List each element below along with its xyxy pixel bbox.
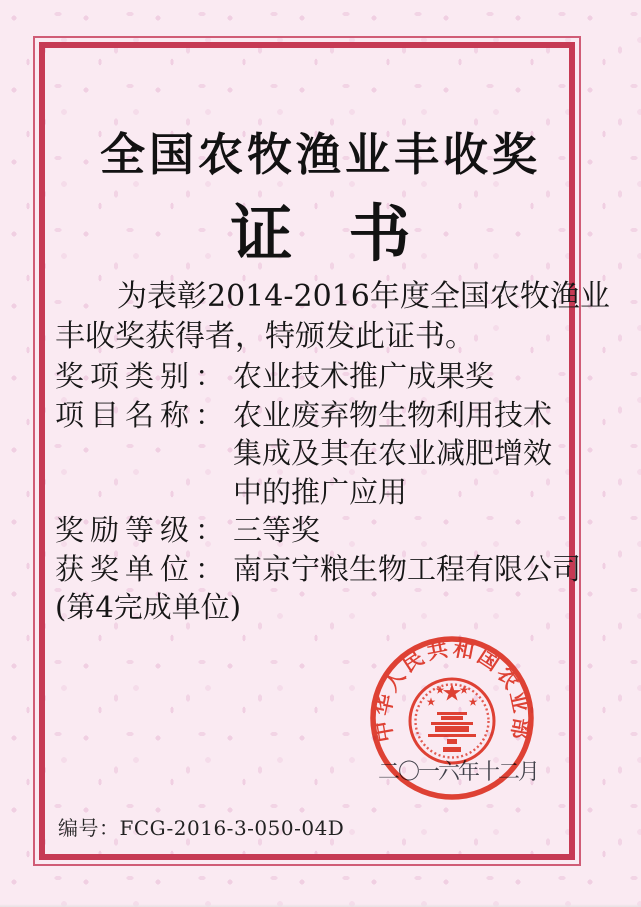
award-name: 全国农牧渔业丰收奖 [99, 128, 541, 181]
certificate-body [55, 277, 610, 627]
field-award-grade [55, 511, 570, 550]
field-label: 获奖单位： [55, 551, 231, 586]
certificate-title-char: 证 [230, 197, 293, 270]
field-label: 奖励等级： [55, 513, 231, 547]
field-value: 农业废弃物生物利用技术 集成及其在农业减肥增效 中的推广应用 [233, 397, 553, 509]
field-label: 奖项类别： [55, 359, 231, 393]
field-value: 农业技术推广成果奖 [233, 359, 495, 393]
field-value: 三等奖 [233, 513, 321, 547]
certificate-title-char: 书 [348, 197, 411, 270]
serial-number: FCG-2016-3-050-04D [119, 816, 345, 840]
certificate-title [0, 184, 641, 273]
citation-line: 丰收奖获得者，特颁发此证书。 [55, 319, 475, 354]
citation-paragraph [55, 277, 610, 357]
serial-label: 编号： [58, 816, 120, 840]
serial-number-line [58, 812, 344, 841]
completion-unit-note: (第4完成单位) [55, 590, 242, 624]
citation-line: 为表彰2014-2016年度全国农牧渔业 [117, 279, 610, 314]
seal-authority-text: 中华人民共和国农业部 [370, 636, 534, 744]
issue-date: 二〇一六年十二月 [378, 760, 539, 785]
field-project-name [55, 396, 570, 512]
field-award-category [55, 357, 570, 396]
field-value: 南京宁粮生物工程有限公司 [233, 551, 582, 586]
official-seal [367, 633, 537, 803]
field-awarded-unit [55, 550, 582, 589]
national-emblem-icon [410, 679, 494, 763]
field-label: 项目名称： [55, 397, 231, 432]
